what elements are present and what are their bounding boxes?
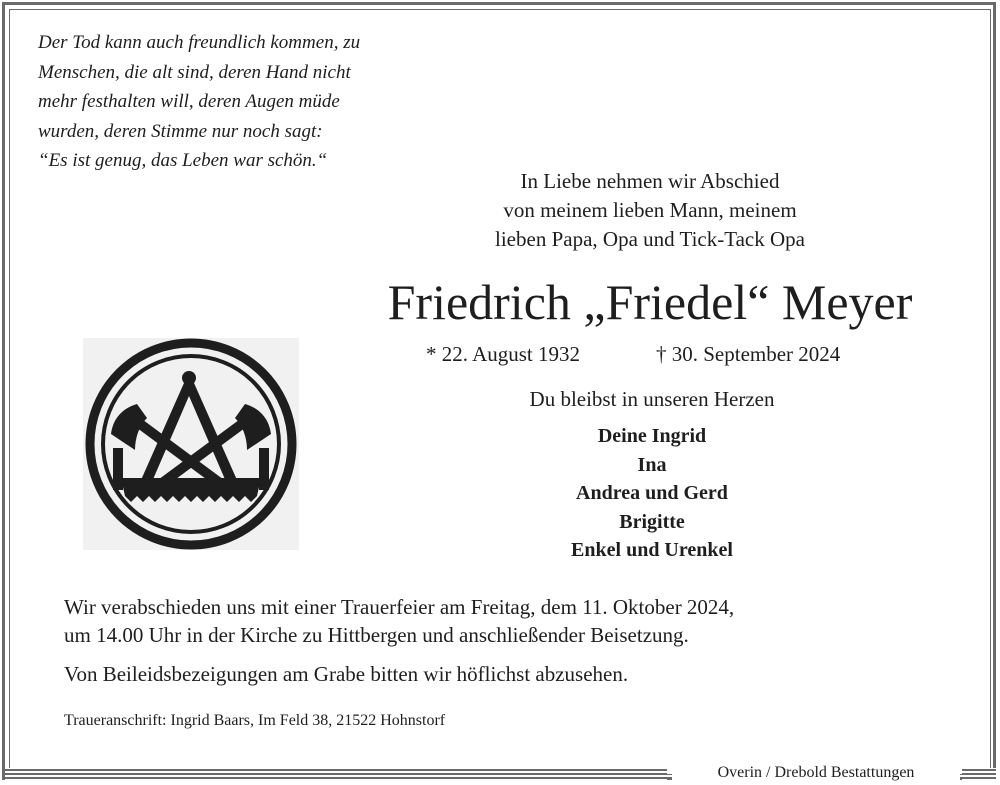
intro-line: lieben Papa, Opa und Tick-Tack Opa — [495, 227, 805, 251]
mourner: Andrea und Gerd — [576, 482, 728, 504]
poem-line: “Es ist genug, das Leben war schön.“ — [38, 150, 328, 171]
footer-stripes-left — [5, 768, 667, 780]
poem — [38, 28, 458, 176]
mourners-list — [452, 422, 852, 565]
mourner: Enkel und Urenkel — [571, 539, 733, 561]
poem-line: wurden, deren Stimme nur noch sagt: — [38, 120, 323, 142]
condolence-note: Von Beileidsbezeigungen am Grabe bitten wir höflichst abzusehen. — [64, 662, 629, 686]
intro-line: In Liebe nehmen wir Abschied — [520, 169, 780, 193]
poem-line: Der Tod kann auch freundlich kommen, zu — [38, 32, 361, 53]
poem-line: mehr festhalten will, deren Augen müde — [38, 91, 340, 112]
poem-line: Menschen, die alt sind, deren Hand nicht — [38, 61, 351, 83]
service-line: Wir verabschieden uns mit einer Trauerfeier am Freitag, dem 11. Oktober 2024, — [64, 595, 735, 619]
mourning-address: Traueranschrift: Ingrid Baars, Im Feld 38, 21522 Hohnstorf — [64, 712, 446, 729]
farewell-intro — [420, 167, 880, 254]
birth-date: * 22. August 1932 — [426, 342, 581, 366]
motto: Du bleibst in unseren Herzen — [529, 387, 775, 411]
mourner: Brigitte — [619, 510, 685, 533]
deceased-name: Friedrich „Friedel“ Meyer — [387, 274, 913, 330]
footer-stripes-right — [962, 768, 996, 780]
carpenter-guild-emblem-icon — [83, 338, 299, 550]
service-details — [64, 593, 944, 649]
mourner: Ina — [637, 453, 667, 476]
death-date: † 30. September 2024 — [656, 342, 841, 366]
service-line: um 14.00 Uhr in der Kirche zu Hittbergen und anschließender Beisetzung. — [64, 623, 689, 647]
intro-line: von meinem lieben Mann, meinem — [503, 198, 797, 222]
funeral-home-name: Overin / Drebold Bestattungen — [672, 762, 960, 784]
mourner: Deine Ingrid — [597, 425, 707, 447]
